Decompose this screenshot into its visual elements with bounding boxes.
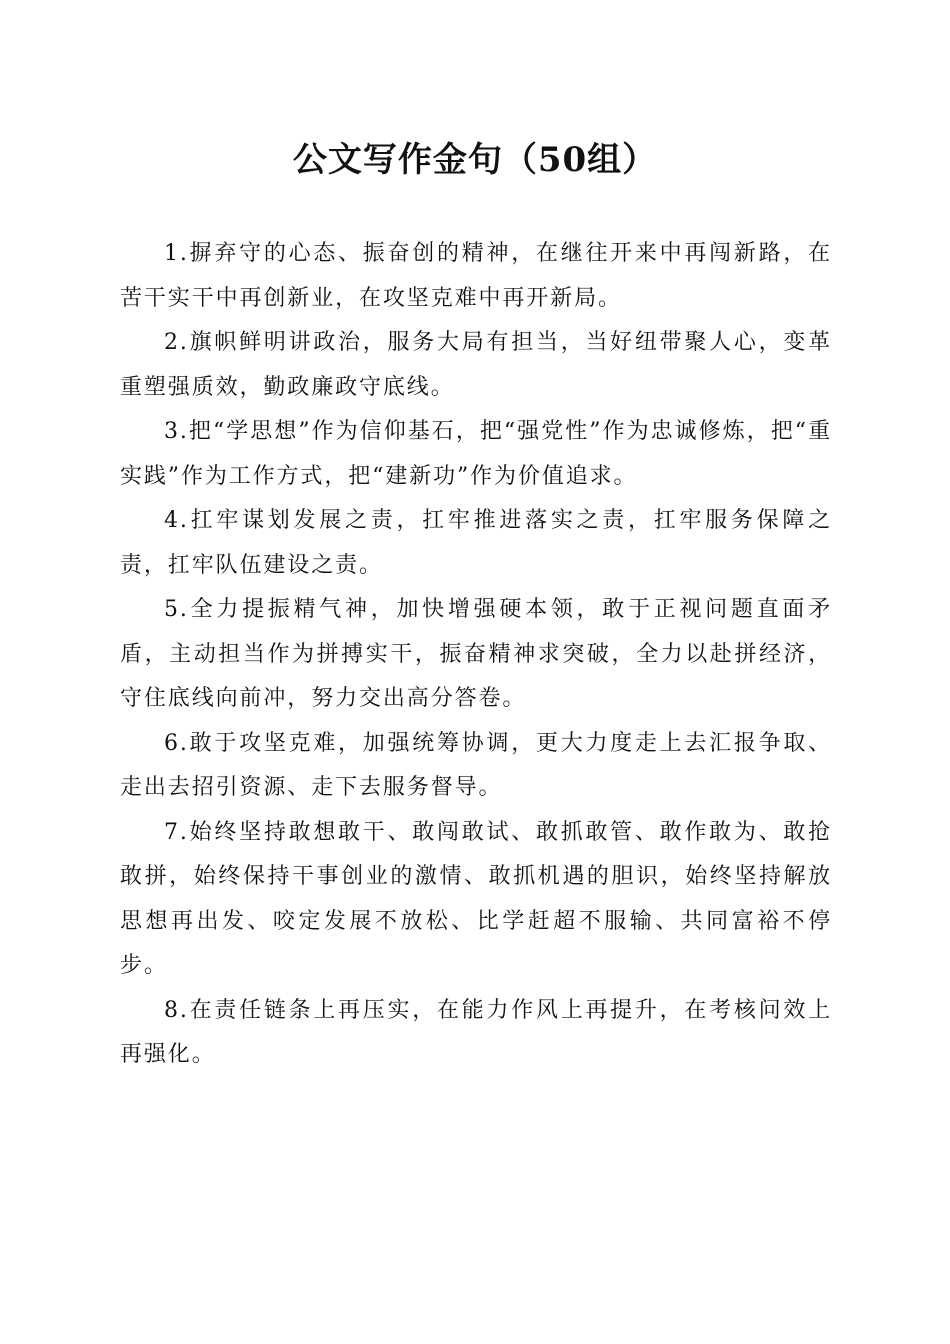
paragraph-6: 6.敢于攻坚克难，加强统筹协调，更大力度走上去汇报争取、走出去招引资源、走下去服务督导。 <box>120 730 832 800</box>
paragraph-5: 5.全力提振精气神，加快增强硬本领，敢于正视问题直面矛盾，主动担当作为拼搏实干，振奋精神求突破，全力以赴拼经济，守住底线向前冲，努力交出高分答卷。 <box>120 597 832 711</box>
paragraph-2: 2.旗帜鲜明讲政治，服务大局有担当，当好纽带聚人心，变革重塑强质效，勤政廉政守底线。 <box>120 330 832 400</box>
document-body <box>120 232 832 1078</box>
paragraph-8: 8.在责任链条上再压实，在能力作风上再提升，在考核问效上再强化。 <box>120 997 832 1067</box>
paragraph-1: 1.摒弃守的心态、振奋创的精神，在继往开来中再闯新路，在苦干实干中再创新业，在攻坚克难中再开新局。 <box>120 241 832 311</box>
document-title: 公文写作金句（50组） <box>292 140 658 180</box>
paragraph-3: 3.把“学思想”作为信仰基石，把“强党性”作为忠诚修炼，把“重实践”作为工作方式，把“建新功”作为价值追求。 <box>120 419 832 489</box>
paragraph-4: 4.扛牢谋划发展之责，扛牢推进落实之责，扛牢服务保障之责，扛牢队伍建设之责。 <box>120 508 832 578</box>
paragraph-7: 7.始终坚持敢想敢干、敢闯敢试、敢抓敢管、敢作敢为、敢抢敢拼，始终保持干事创业的激情、敢抓机遇的胆识，始终坚持解放思想再出发、咬定发展不放松、比学赶超不服输、共同富裕不停步。 <box>120 819 832 978</box>
